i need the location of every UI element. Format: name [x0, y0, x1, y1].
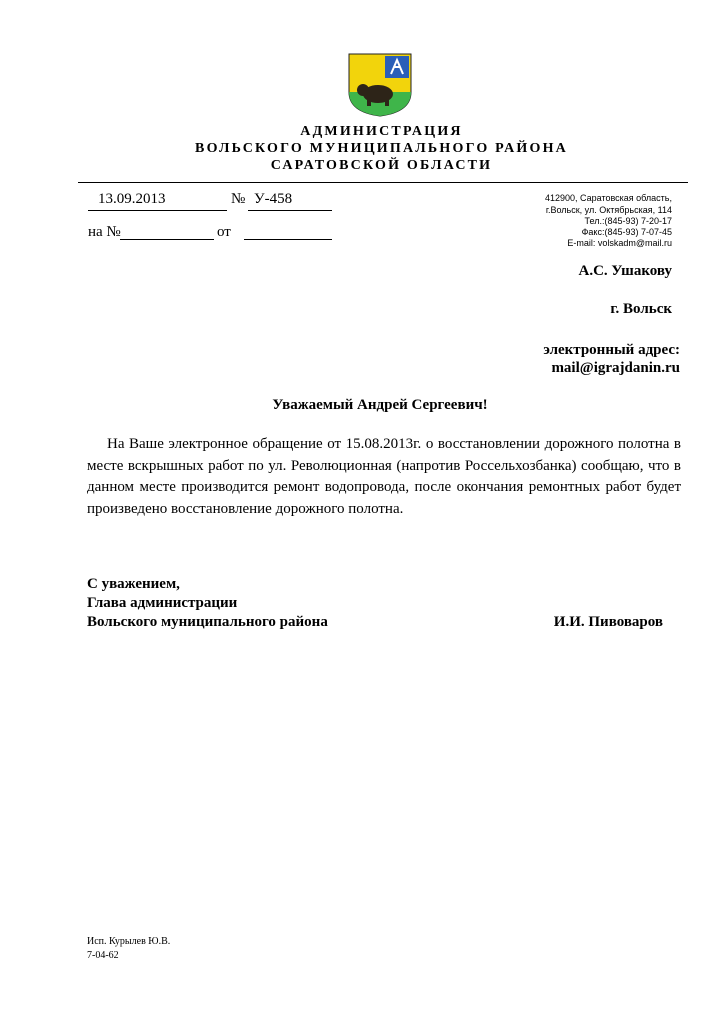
- recipient-name: А.С. Ушакову: [578, 263, 672, 279]
- recipient-email: mail@igrajdanin.ru: [551, 360, 680, 376]
- sender-address-line: г.Вольск, ул. Октябрьская, 114: [545, 205, 672, 215]
- signature-organization: Вольского муниципального района: [87, 614, 328, 630]
- header-line-1: АДМИНИСТРАЦИЯ: [300, 124, 463, 139]
- header-line-2: ВОЛЬСКОГО МУНИЦИПАЛЬНОГО РАЙОНА: [195, 141, 568, 156]
- recipient-email-label: электронный адрес:: [543, 342, 680, 358]
- signatory-name: И.И. Пивоваров: [553, 614, 663, 630]
- recipient-city: г. Вольск: [610, 301, 672, 317]
- header-line-3: САРАТОВСКОЙ ОБЛАСТИ: [270, 158, 493, 173]
- letter-greeting: Уважаемый Андрей Сергеевич!: [272, 397, 488, 413]
- letter-body: На Ваше электронное обращение от 15.08.2013г. о восстановлении дорожного полотна в месте вскрышных работ по ул. Революционная (напротив Россельхозбанка) сообщаю, что в данном месте производится ремонт водопровода, после окончания ремонтных работ будет произведено восстановление дорожного полотна.: [87, 436, 681, 517]
- reply-to-label: на №: [88, 224, 121, 240]
- registration-date: 13.09.2013: [98, 191, 166, 207]
- sender-email: E-mail: volskadm@mail.ru: [567, 238, 672, 248]
- signature-position: Глава администрации: [87, 595, 238, 611]
- header-divider: [78, 182, 688, 183]
- reply-from-label: от: [217, 224, 231, 240]
- registration-number-sign: №: [231, 191, 246, 207]
- reply-from-underline: [244, 239, 332, 240]
- executor-phone: 7-04-62: [87, 950, 119, 961]
- executor-name: Исп. Курылев Ю.В.: [87, 936, 171, 947]
- reply-to-underline: [120, 239, 214, 240]
- registration-date-underline: [88, 210, 227, 211]
- registration-number: У-458: [254, 191, 293, 207]
- registration-number-underline: [248, 210, 332, 211]
- sender-phone: Тел.:(845-93) 7-20-17: [584, 216, 672, 226]
- sender-fax: Факс:(845-93) 7-07-45: [581, 227, 672, 237]
- sender-address-line: 412900, Саратовская область,: [545, 193, 672, 203]
- coat-of-arms-emblem: [345, 52, 415, 117]
- signature-closing: С уважением,: [87, 576, 180, 592]
